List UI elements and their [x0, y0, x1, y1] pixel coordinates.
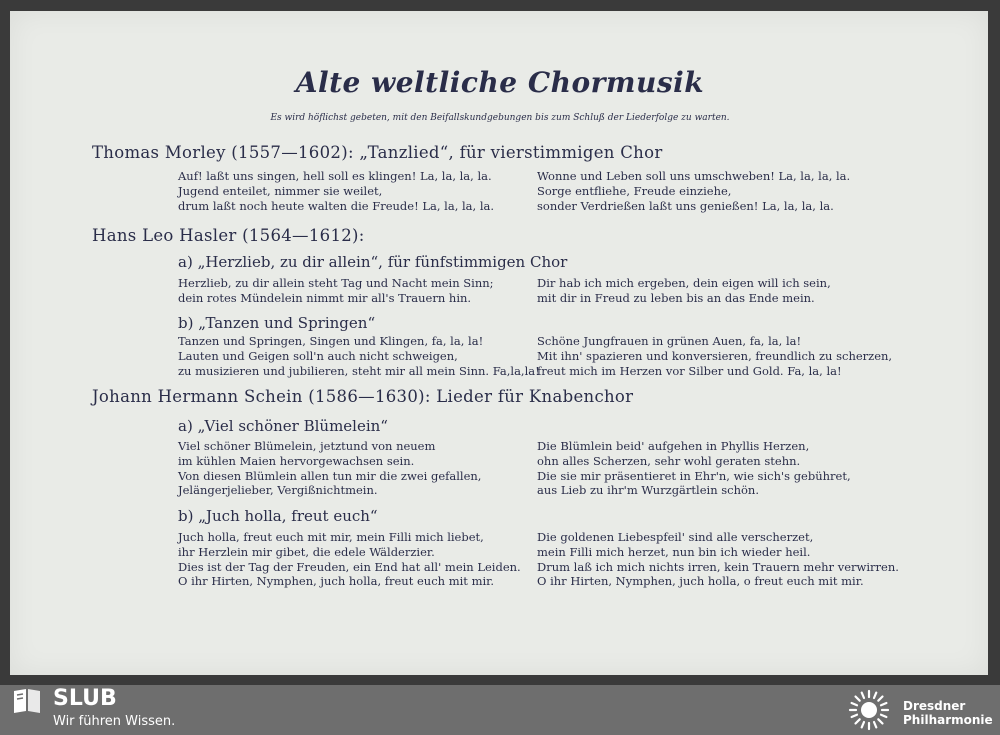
schein-b-title: b) „Juch holla, freut euch“	[178, 507, 378, 525]
schein-b-lyrics-right	[537, 530, 899, 589]
lyric-line: Auf! laßt uns singen, hell soll es klingen! La, la, la, la.	[178, 169, 492, 183]
morley-heading: Thomas Morley (1557—1602): „Tanzlied“, für vierstimmigen Chor	[92, 143, 663, 162]
lyric-line: Drum laß ich mich nichts irren, kein Trauern mehr verwirren.	[537, 559, 899, 574]
lyric-line: Schöne Jungfrauen in grünen Auen, fa, la, la!	[537, 334, 802, 348]
schein-a-lyrics-right	[537, 439, 851, 498]
lyric-line: im kühlen Maien hervorgewachsen sein.	[178, 453, 415, 468]
lyric-line: Lauten und Geigen soll'n auch nicht schweigen,	[178, 348, 458, 363]
lyric-line: Sorge entfliehe, Freude einziehe,	[537, 183, 732, 198]
schein-a-lyrics-left	[178, 439, 481, 498]
lyric-line: Tanzen und Springen, Singen und Klingen, fa, la, la!	[178, 334, 484, 348]
page-title: Alte weltliche Chormusik	[295, 66, 705, 99]
lyric-line: Herzlieb, zu dir allein steht Tag und Nacht mein Sinn;	[178, 276, 494, 290]
lyric-line: zu musizieren und jubilieren, steht mir all mein Sinn. Fa,la,la!	[178, 363, 540, 378]
slub-book-icon[interactable]	[12, 687, 42, 713]
lyric-line: Die Blümlein beid' aufgehen in Phyllis Herzen,	[537, 439, 810, 453]
morley-lyrics-left	[178, 169, 494, 213]
hasler-b-title: b) „Tanzen und Springen“	[178, 314, 376, 332]
lyric-line: Von diesen Blümlein allen tun mir die zwei gefallen,	[178, 468, 482, 483]
hasler-heading: Hans Leo Hasler (1564—1612):	[92, 226, 365, 245]
lyric-line: Die sie mir präsentieret in Ehr'n, wie sich's gebühret,	[537, 468, 851, 483]
partner-name-line2: Philharmonie	[903, 713, 993, 727]
lyric-line: Juch holla, freut euch mit mir, mein Filli mich liebet,	[178, 530, 484, 544]
lyric-line: ohn alles Scherzen, sehr wohl geraten stehn.	[537, 453, 801, 468]
page-subtitle: Es wird höflichst gebeten, mit den Beifallskundgebungen bis zum Schluß der Liederfolge zu warten.	[270, 113, 730, 123]
lyric-line: Dir hab ich mich ergeben, dein eigen will ich sein,	[537, 276, 831, 290]
lyric-line: Jugend enteilet, nimmer sie weilet,	[178, 183, 383, 198]
sunburst-icon[interactable]	[843, 685, 895, 735]
lyric-line: sonder Verdrießen laßt uns genießen! La, la, la, la.	[537, 198, 834, 213]
lyric-line: O ihr Hirten, Nymphen, juch holla, o freut euch mit mir.	[537, 574, 864, 589]
hasler-a-lyrics-right	[537, 276, 831, 306]
slub-logo-text[interactable]: SLUB	[53, 686, 117, 711]
lyric-line: Jelängerjelieber, Vergißnichtmein.	[178, 483, 378, 498]
lyric-line: mein Filli mich herzet, nun bin ich wieder heil.	[537, 544, 811, 559]
lyric-line: Wonne und Leben soll uns umschweben! La, la, la, la.	[537, 169, 851, 183]
lyric-line: mit dir in Freud zu leben bis an das Ende mein.	[537, 290, 815, 305]
hasler-a-title: a) „Herzlieb, zu dir allein“, für fünfstimmigen Chor	[178, 253, 568, 271]
schein-a-title: a) „Viel schöner Blümelein“	[178, 417, 388, 435]
partner-name-line1: Dresdner	[903, 699, 966, 713]
lyric-line: aus Lieb zu ihr'm Wurzgärtlein schön.	[537, 483, 759, 498]
footer-bar	[0, 685, 1000, 735]
schein-b-lyrics-left	[178, 530, 521, 589]
morley-lyrics-right	[537, 169, 850, 213]
lyric-line: Die goldenen Liebespfeil' sind alle verscherzet,	[537, 530, 814, 544]
lyric-line: dein rotes Mündelein nimmt mir all's Trauern hin.	[178, 290, 472, 305]
lyric-line: ihr Herzlein mir gibet, die edele Wälderzier.	[178, 544, 435, 559]
slub-tagline: Wir führen Wissen.	[53, 714, 176, 729]
lyric-line: O ihr Hirten, Nymphen, juch holla, freut euch mit mir.	[178, 574, 495, 589]
hasler-b-lyrics-left	[178, 334, 540, 378]
lyric-line: Dies ist der Tag der Freuden, ein End hat all' mein Leiden.	[178, 559, 521, 574]
schein-heading: Johann Hermann Schein (1586—1630): Lieder für Knabenchor	[92, 387, 634, 406]
lyric-line: drum laßt noch heute walten die Freude! La, la, la, la.	[178, 198, 495, 213]
lyric-line: Mit ihn' spazieren und konversieren, freundlich zu scherzen,	[537, 348, 893, 363]
hasler-a-lyrics-left	[178, 276, 494, 306]
lyric-line: Viel schöner Blümelein, jetztund von neuem	[178, 439, 436, 453]
lyric-line: freut mich im Herzen vor Silber und Gold. Fa, la, la!	[537, 363, 842, 378]
hasler-b-lyrics-right	[537, 334, 892, 378]
